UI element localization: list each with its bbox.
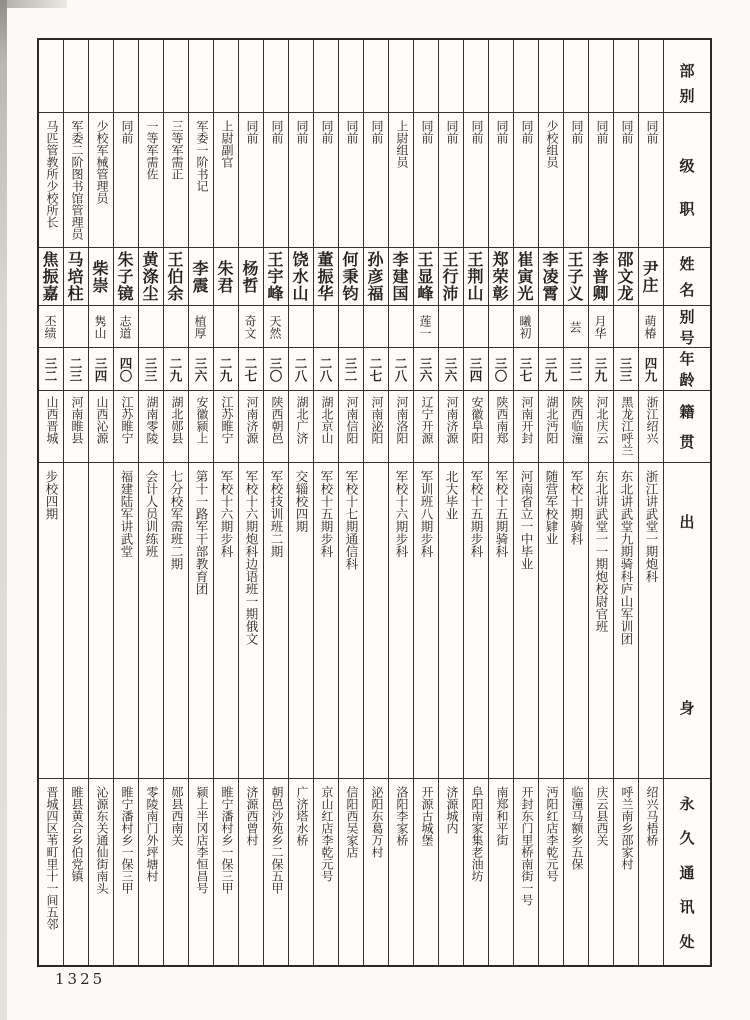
person-alias-cell: 丕绩 [39,306,63,348]
person-background-cell: 随营军校肄业 [539,463,563,779]
person-origin-cell: 湖北郧县 [164,391,188,463]
person-background-cell: 河南省立一中毕业 [514,463,538,779]
person-name-cell: 王显峰 [414,248,438,306]
person-column [588,40,613,965]
person-origin-cell: 河南信阳 [339,391,363,463]
person-unit-cell [389,40,413,113]
person-background-cell: 东北讲武堂一一期炮校尉官班 [589,463,613,779]
row-header-background [664,463,710,779]
scan-edge-artifact [0,0,7,1020]
row-header-char: 龄 [679,371,695,389]
person-alias-cell [64,306,88,348]
person-age-cell: 二七 [364,348,388,391]
row-header-char: 年 [679,350,695,368]
person-rank-cell: 同前 [589,113,613,248]
person-alias-cell [364,306,388,348]
person-age-cell: 三九 [539,348,563,391]
person-unit-cell [489,40,513,113]
page-number: 1325 [55,970,106,988]
person-origin-cell: 山西沁源 [89,391,113,463]
person-address-cell: 临潼马额乡五保 [570,786,584,870]
person-rank-cell: 同前 [339,113,363,248]
person-address-cell: 睢县黄合乡伯党镇 [70,786,84,882]
person-address-cell: 济源西曾村 [245,786,259,846]
person-alias-cell: 天然 [264,306,288,348]
row-header-unit [664,40,710,113]
person-name-cell: 饶水山 [289,248,313,306]
person-address-cell: 睢宁潘村乡一保三甲 [120,786,134,894]
row-header-address [664,779,710,965]
row-header-char: 身 [679,699,695,717]
row-header-char: 部 [679,62,695,80]
person-address-cell: 洛阳李家桥 [395,786,409,846]
person-rank-cell: 军委一阶书记 [189,113,213,248]
person-origin-cell: 陕西朝邑 [264,391,288,463]
person-unit-cell [314,40,338,113]
person-name-cell: 李普卿 [589,248,613,306]
person-column [213,40,238,965]
person-column [413,40,438,965]
person-rank-cell: 同前 [289,113,313,248]
person-alias-cell [389,306,413,348]
person-alias-cell: 植厚 [189,306,213,348]
person-alias-cell: 萌椿 [639,306,663,348]
person-age-cell: 三二 [39,348,63,391]
person-unit-cell [64,40,88,113]
person-name-cell: 朱君 [214,248,238,306]
person-alias-cell: 芸 [564,306,588,348]
person-rank-cell: 同前 [114,113,138,248]
person-alias-cell: 曦初 [514,306,538,348]
person-background-cell: 军校技训班二期 [264,463,288,779]
person-age-cell: 三二 [564,348,588,391]
person-background-cell: 七分校军需班二期 [164,463,188,779]
person-origin-cell: 河南洛阳 [389,391,413,463]
row-header-origin [664,391,710,463]
person-age-cell: 四九 [639,348,663,391]
row-header-char: 名 [679,281,695,299]
person-column [488,40,513,965]
person-address-cell: 颍上半冈店李恒昌号 [195,786,209,894]
person-background-cell: 军训班八期步科 [414,463,438,779]
person-alias-cell: 莲一 [414,306,438,348]
person-address-cell: 开封东门里桥南街一号 [520,786,534,906]
person-address-cell: 开源古城堡 [420,786,434,846]
person-address-cell: 信阳西吴家店 [345,786,359,858]
person-unit-cell [364,40,388,113]
row-header-char: 久 [679,829,695,847]
person-rank-cell: 一等军需佐 [139,113,163,248]
person-name-cell: 李建国 [389,248,413,306]
person-address-cell: 郧县西南关 [170,786,184,846]
person-alias-cell [339,306,363,348]
person-age-cell: 二九 [214,348,238,391]
person-address-cell: 朝邑沙苑乡二保五甲 [270,786,284,894]
person-unit-cell [214,40,238,113]
person-name-cell: 李凌霄 [539,248,563,306]
person-age-cell: 三三 [139,348,163,391]
personnel-register-table [37,38,712,967]
person-rank-cell: 同前 [489,113,513,248]
person-column [188,40,213,965]
person-unit-cell [539,40,563,113]
person-address-cell: 广济塔水桥 [295,786,309,846]
row-header-char: 永 [679,794,695,813]
person-rank-cell: 同前 [514,113,538,248]
person-column [463,40,488,965]
person-column [638,40,663,965]
person-age-cell: 三〇 [489,348,513,391]
row-header-char: 别 [679,308,695,326]
person-column [88,40,113,965]
person-age-cell: 四〇 [114,348,138,391]
person-age-cell: 三九 [589,348,613,391]
person-unit-cell [89,40,113,113]
person-rank-cell: 同前 [239,113,263,248]
person-unit-cell [339,40,363,113]
person-alias-cell: 月华 [589,306,613,348]
person-name-cell: 杨哲 [239,248,263,306]
person-address-cell: 睢宁潘村乡一保三甲 [220,786,234,894]
person-name-cell: 马培柱 [64,248,88,306]
person-age-cell: 二八 [314,348,338,391]
person-unit-cell [239,40,263,113]
person-unit-cell [189,40,213,113]
person-name-cell: 焦振嘉 [39,248,63,306]
person-address-cell: 晋城四区苇町里十一间五邻 [45,786,59,930]
person-origin-cell: 陕西南郑 [489,391,513,463]
person-unit-cell [139,40,163,113]
person-name-cell: 王荆山 [464,248,488,306]
person-column [63,40,88,965]
person-rank-cell: 同前 [464,113,488,248]
person-address-cell: 庆云县西关 [595,786,609,846]
person-origin-cell: 陕西临潼 [564,391,588,463]
person-age-cell: 三六 [189,348,213,391]
person-unit-cell [639,40,663,113]
person-name-cell: 董振华 [314,248,338,306]
person-alias-cell [164,306,188,348]
person-rank-cell: 马匹管教所少校所长 [39,113,63,248]
person-origin-cell: 河北庆云 [589,391,613,463]
person-age-cell: 二八 [289,348,313,391]
person-name-cell: 尹庄 [639,248,663,306]
person-column [513,40,538,965]
person-alias-cell [314,306,338,348]
person-alias-cell [539,306,563,348]
person-background-cell: 交辎校四期 [289,463,313,779]
row-header-char: 贯 [679,433,695,452]
row-header-column [663,40,710,965]
row-header-char: 号 [679,329,695,347]
person-rank-cell: 上尉副官 [214,113,238,248]
person-age-cell: 三二 [339,348,363,391]
person-age-cell: 二九 [164,348,188,391]
person-rank-cell: 军委二阶图书馆管理员 [64,113,88,248]
person-age-cell: 三四 [89,348,113,391]
person-name-cell: 王宇峰 [264,248,288,306]
person-unit-cell [589,40,613,113]
person-name-cell: 崔寅光 [514,248,538,306]
person-age-cell: 三四 [464,348,488,391]
row-header-char: 姓 [679,255,695,273]
person-alias-cell [214,306,238,348]
row-header-char: 出 [679,513,695,531]
person-background-cell: 军校十五期骑科 [489,463,513,779]
person-background-cell: 北大毕业 [439,463,463,779]
person-background-cell: 第十一路军干部教育团 [189,463,213,779]
person-column [39,40,63,965]
person-column [113,40,138,965]
person-alias-cell [289,306,313,348]
row-header-alias [664,306,710,348]
person-unit-cell [114,40,138,113]
person-background-cell [89,463,113,779]
person-column [388,40,413,965]
person-name-cell: 邵文龙 [614,248,638,306]
person-background-cell: 军校十五期步科 [314,463,338,779]
person-origin-cell: 湖北广济 [289,391,313,463]
person-address-cell: 绍兴马梧桥 [645,786,659,846]
person-origin-cell: 河南睢县 [64,391,88,463]
person-origin-cell: 辽宁开源 [414,391,438,463]
person-age-cell: 三〇 [264,348,288,391]
person-alias-cell: 奇文 [239,306,263,348]
person-address-cell: 泌阳东葛万村 [370,786,384,858]
person-name-cell: 朱子镜 [114,248,138,306]
person-name-cell: 孙彦福 [364,248,388,306]
person-alias-cell [439,306,463,348]
person-column [363,40,388,965]
person-name-cell: 何秉钧 [339,248,363,306]
person-background-cell: 军校十七期通信科 [339,463,363,779]
person-column [313,40,338,965]
row-header-name [664,248,710,306]
person-address-cell: 沔阳红店李乾元号 [545,786,559,882]
person-background-cell: 福建陆军讲武堂 [114,463,138,779]
person-column [138,40,163,965]
person-name-cell: 王行沛 [439,248,463,306]
person-name-cell: 王伯余 [164,248,188,306]
person-rank-cell: 同前 [614,113,638,248]
person-rank-cell: 同前 [314,113,338,248]
person-name-cell: 柴崇 [89,248,113,306]
person-origin-cell: 河南泌阳 [364,391,388,463]
row-header-age [664,348,710,391]
person-background-cell: 军校十六期步科 [389,463,413,779]
person-background-cell: 东北讲武堂九期骑科庐山军训团 [614,463,638,779]
person-origin-cell: 浙江绍兴 [639,391,663,463]
person-name-cell: 黄涤尘 [139,248,163,306]
person-column [563,40,588,965]
person-rank-cell: 同前 [264,113,288,248]
person-origin-cell: 江苏睢宁 [114,391,138,463]
person-age-cell: 三六 [439,348,463,391]
person-address-cell: 京山红店李乾元号 [320,786,334,882]
person-background-cell: 浙江讲武堂一期炮科 [639,463,663,779]
person-unit-cell [464,40,488,113]
person-column [438,40,463,965]
person-origin-cell: 河南济源 [239,391,263,463]
person-address-cell: 济源城内 [445,786,459,834]
person-unit-cell [564,40,588,113]
person-rank-cell: 同前 [564,113,588,248]
person-background-cell: 步校四期 [39,463,63,779]
row-header-rank [664,113,710,248]
person-origin-cell: 湖南零陵 [139,391,163,463]
person-address-cell: 呼兰南乡邵家村 [620,786,634,870]
person-rank-cell: 三等军需正 [164,113,188,248]
person-origin-cell: 安徽阜阳 [464,391,488,463]
row-header-char: 级 [679,157,695,175]
person-column [263,40,288,965]
person-background-cell: 军校十六期炮科边语班一期俄文 [239,463,263,779]
person-origin-cell: 河南开封 [514,391,538,463]
person-origin-cell: 湖北沔阳 [539,391,563,463]
person-column [288,40,313,965]
person-alias-cell [464,306,488,348]
person-origin-cell: 河南济源 [439,391,463,463]
person-alias-cell [614,306,638,348]
person-alias-cell: 志道 [114,306,138,348]
person-rank-cell: 同前 [414,113,438,248]
person-rank-cell: 同前 [439,113,463,248]
person-origin-cell: 安徽颍上 [189,391,213,463]
person-column [538,40,563,965]
person-origin-cell: 江苏睢宁 [214,391,238,463]
person-rank-cell: 同前 [639,113,663,248]
person-age-cell: 三三 [614,348,638,391]
person-background-cell [364,463,388,779]
person-alias-cell [139,306,163,348]
scan-smudge-artifact [7,0,67,8]
person-unit-cell [439,40,463,113]
person-rank-cell: 上尉组员 [389,113,413,248]
row-header-char: 通 [679,863,695,882]
person-background-cell: 军校十六期步科 [214,463,238,779]
person-background-cell: 军校十五期步科 [464,463,488,779]
person-name-cell: 郑荣彰 [489,248,513,306]
person-column [163,40,188,965]
person-unit-cell [164,40,188,113]
person-address-cell: 零陵南门外坪塘村 [145,786,159,882]
person-alias-cell: 隽山 [89,306,113,348]
person-age-cell: 二七 [239,348,263,391]
person-background-cell: 军校十期骑科 [564,463,588,779]
person-column [238,40,263,965]
person-address-cell: 阜阳南家集老油坊 [470,786,484,882]
row-header-char: 处 [679,932,695,951]
person-origin-cell: 湖北京山 [314,391,338,463]
person-unit-cell [39,40,63,113]
person-unit-cell [264,40,288,113]
person-unit-cell [289,40,313,113]
person-age-cell: 三七 [514,348,538,391]
person-rank-cell: 少校军械管理员 [89,113,113,248]
person-origin-cell: 山西晋城 [39,391,63,463]
person-age-cell: 二八 [389,348,413,391]
person-age-cell: 三六 [414,348,438,391]
person-name-cell: 李震 [189,248,213,306]
person-rank-cell: 少校组员 [539,113,563,248]
row-header-char: 讯 [679,898,695,916]
person-address-cell: 沁源东关通仙街南头 [95,786,109,894]
person-unit-cell [614,40,638,113]
row-header-char: 职 [679,200,695,218]
person-alias-cell [489,306,513,348]
person-age-cell: 二三 [64,348,88,391]
person-unit-cell [514,40,538,113]
person-background-cell: 会计人员训练班 [139,463,163,779]
person-address-cell: 南郑和平街 [495,786,509,846]
person-background-cell [64,463,88,779]
row-header-char: 籍 [679,402,695,421]
person-column [338,40,363,965]
person-name-cell: 王子义 [564,248,588,306]
person-column [613,40,638,965]
person-rank-cell: 同前 [364,113,388,248]
row-header-char: 别 [679,87,695,105]
person-unit-cell [414,40,438,113]
person-origin-cell: 黑龙江呼兰 [614,391,638,463]
